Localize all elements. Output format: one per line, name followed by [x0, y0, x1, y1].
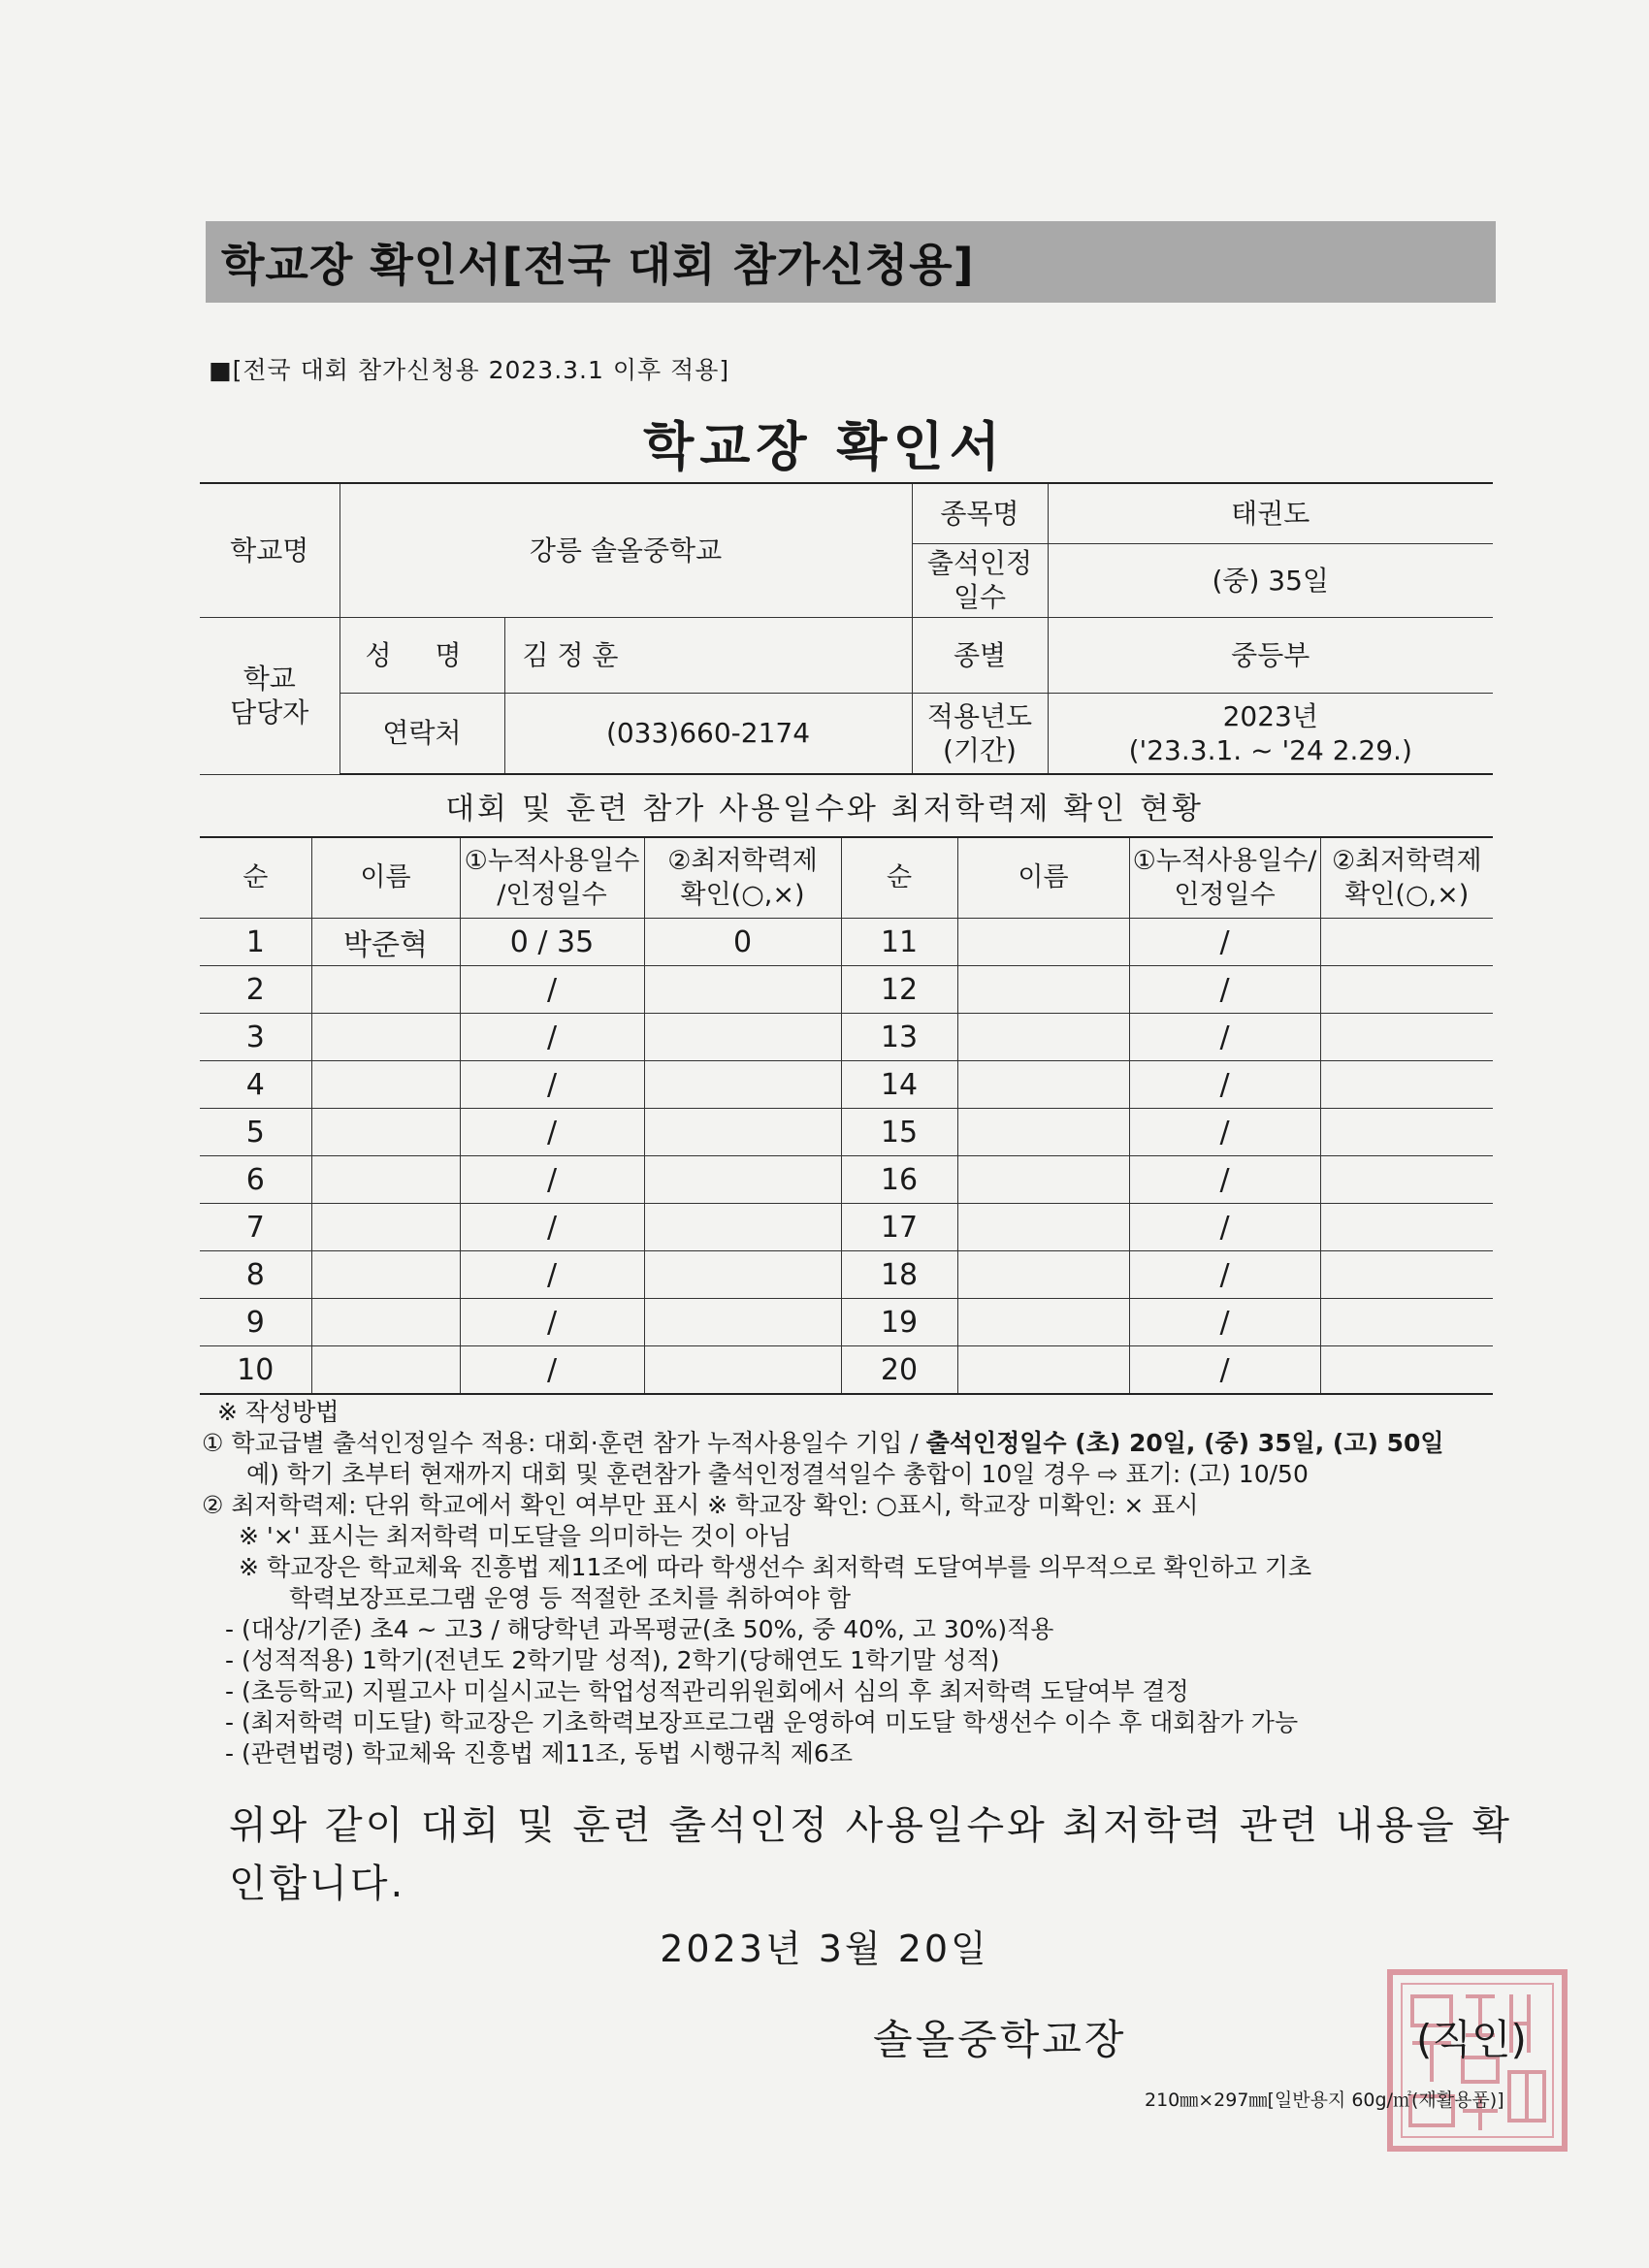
header-check-left: ②최저학력제 확인(○,×)	[644, 837, 841, 919]
table-row: 5 / 15 /	[200, 1109, 1493, 1156]
header-name-right: 이름	[957, 837, 1129, 919]
name-value-cell: 김 정 훈	[504, 617, 912, 693]
instruction-line: - (최저학력 미도달) 학교장은 기초학력보장프로그램 운영하여 미도달 학생선수 이수 후 대회참가 가능	[225, 1708, 1299, 1736]
name-label-cell: 성 명	[340, 617, 504, 693]
school-label-cell: 학교명	[200, 483, 340, 617]
school-value-cell: 강릉 솔올중학교	[340, 483, 912, 617]
table-row: 9 / 19 /	[200, 1299, 1493, 1346]
header-check-right: ②최저학력제 확인(○,×)	[1320, 837, 1493, 919]
instructions-heading: ※ 작성방법	[217, 1398, 340, 1426]
school-info-table	[200, 482, 1493, 775]
instruction-line: - (초등학교) 지필고사 미실시교는 학업성적관리위원회에서 심의 후 최저학력 도달여부 결정	[225, 1677, 1189, 1705]
attendance-value-cell: (중) 35일	[1048, 543, 1493, 617]
roster-header-row	[200, 837, 1493, 919]
attendance-label-cell: 출석인정 일수	[912, 543, 1048, 617]
instruction-line: - (대상/기준) 초4 ~ 고3 / 해당학년 과목평균(초 50%, 중 40%, 고 30%)적용	[225, 1615, 1054, 1643]
table-row: 4 / 14 /	[200, 1061, 1493, 1109]
table-row: 10 / 20 /	[200, 1346, 1493, 1395]
confirmation-statement: 위와 같이 대회 및 훈련 출석인정 사용일수와 최저학력 관련 내용을 확인합니다.	[229, 1803, 1513, 1906]
principal-title: 솔올중학교장	[873, 2016, 1127, 2063]
page-title: 학교장 확인서	[643, 416, 1006, 477]
participation-roster-table	[200, 836, 1493, 1395]
event-label-cell: 종목명	[912, 483, 1048, 543]
instruction-line: 학력보장프로그램 운영 등 적절한 조치를 취하여야 함	[289, 1584, 851, 1612]
division-label-cell: 종별	[912, 617, 1048, 693]
status-section-title: 대회 및 훈련 참가 사용일수와 최저학력제 확인 현황	[445, 792, 1204, 826]
applicability-note: ■[전국 대회 참가신청용 2023.3.1 이후 적용]	[209, 356, 730, 384]
header-days-left: ①누적사용일수 /인정일수	[460, 837, 644, 919]
seal-label: (직인)	[1416, 2016, 1527, 2063]
division-value-cell: 중등부	[1048, 617, 1493, 693]
apply-period-label-cell: 적용년도 (기간)	[912, 693, 1048, 774]
header-days-right: ①누적사용일수/ 인정일수	[1129, 837, 1320, 919]
table-row: 3 / 13 /	[200, 1014, 1493, 1061]
event-value-cell: 태권도	[1048, 483, 1493, 543]
apply-period-value-cell: 2023년 ('23.3.1. ~ '24 2.29.)	[1048, 693, 1493, 774]
instruction-line: ※ 학교장은 학교체육 진흥법 제11조에 따라 학생선수 최저학력 도달여부를 의무적으로 확인하고 기초	[239, 1553, 1312, 1581]
instruction-line: ① 학교급별 출석인정일수 적용: 대회·훈련 참가 누적사용일수 기입 / 출석인정일수 (초) 20일, (중) 35일, (고) 50일	[202, 1429, 1444, 1457]
instruction-line: - (관련법령) 학교체육 진흥법 제11조, 동법 시행규칙 제6조	[225, 1739, 853, 1767]
table-row: 1 박준혁 0 / 35 0 11 /	[200, 919, 1493, 966]
instruction-line: - (성적적용) 1학기(전년도 2학기말 성적), 2학기(당해연도 1학기말 성적)	[225, 1646, 1000, 1674]
phone-label-cell: 연락처	[340, 693, 504, 774]
table-row: 2 / 12 /	[200, 966, 1493, 1014]
header-no-right: 순	[841, 837, 957, 919]
instruction-line: ※ '×' 표시는 최저학력 미도달을 의미하는 것이 아님	[239, 1522, 792, 1550]
table-row: 7 / 17 /	[200, 1204, 1493, 1251]
form-banner: 학교장 확인서[전국 대회 참가신청용]	[206, 221, 1496, 303]
issue-date: 2023년 3월 20일	[660, 1928, 989, 1970]
table-row: 6 / 16 /	[200, 1156, 1493, 1204]
header-name-left: 이름	[311, 837, 460, 919]
instruction-line: ② 최저학력제: 단위 학교에서 확인 여부만 표시 ※ 학교장 확인: ○표시, 학교장 미확인: × 표시	[202, 1491, 1199, 1519]
phone-value-cell: (033)660-2174	[504, 693, 912, 774]
writing-instructions	[202, 1397, 1444, 1769]
instruction-line: 예) 학기 초부터 현재까지 대회 및 훈련참가 출석인정결석일수 총합이 10일 경우 ⇨ 표기: (고) 10/50	[246, 1460, 1309, 1488]
contact-person-label-cell: 학교 담당자	[200, 617, 340, 774]
table-row: 8 / 18 /	[200, 1251, 1493, 1299]
paper-spec: 210㎜×297㎜[일반용지 60g/㎡(재활용품)]	[1145, 2090, 1504, 2111]
header-no-left: 순	[200, 837, 311, 919]
